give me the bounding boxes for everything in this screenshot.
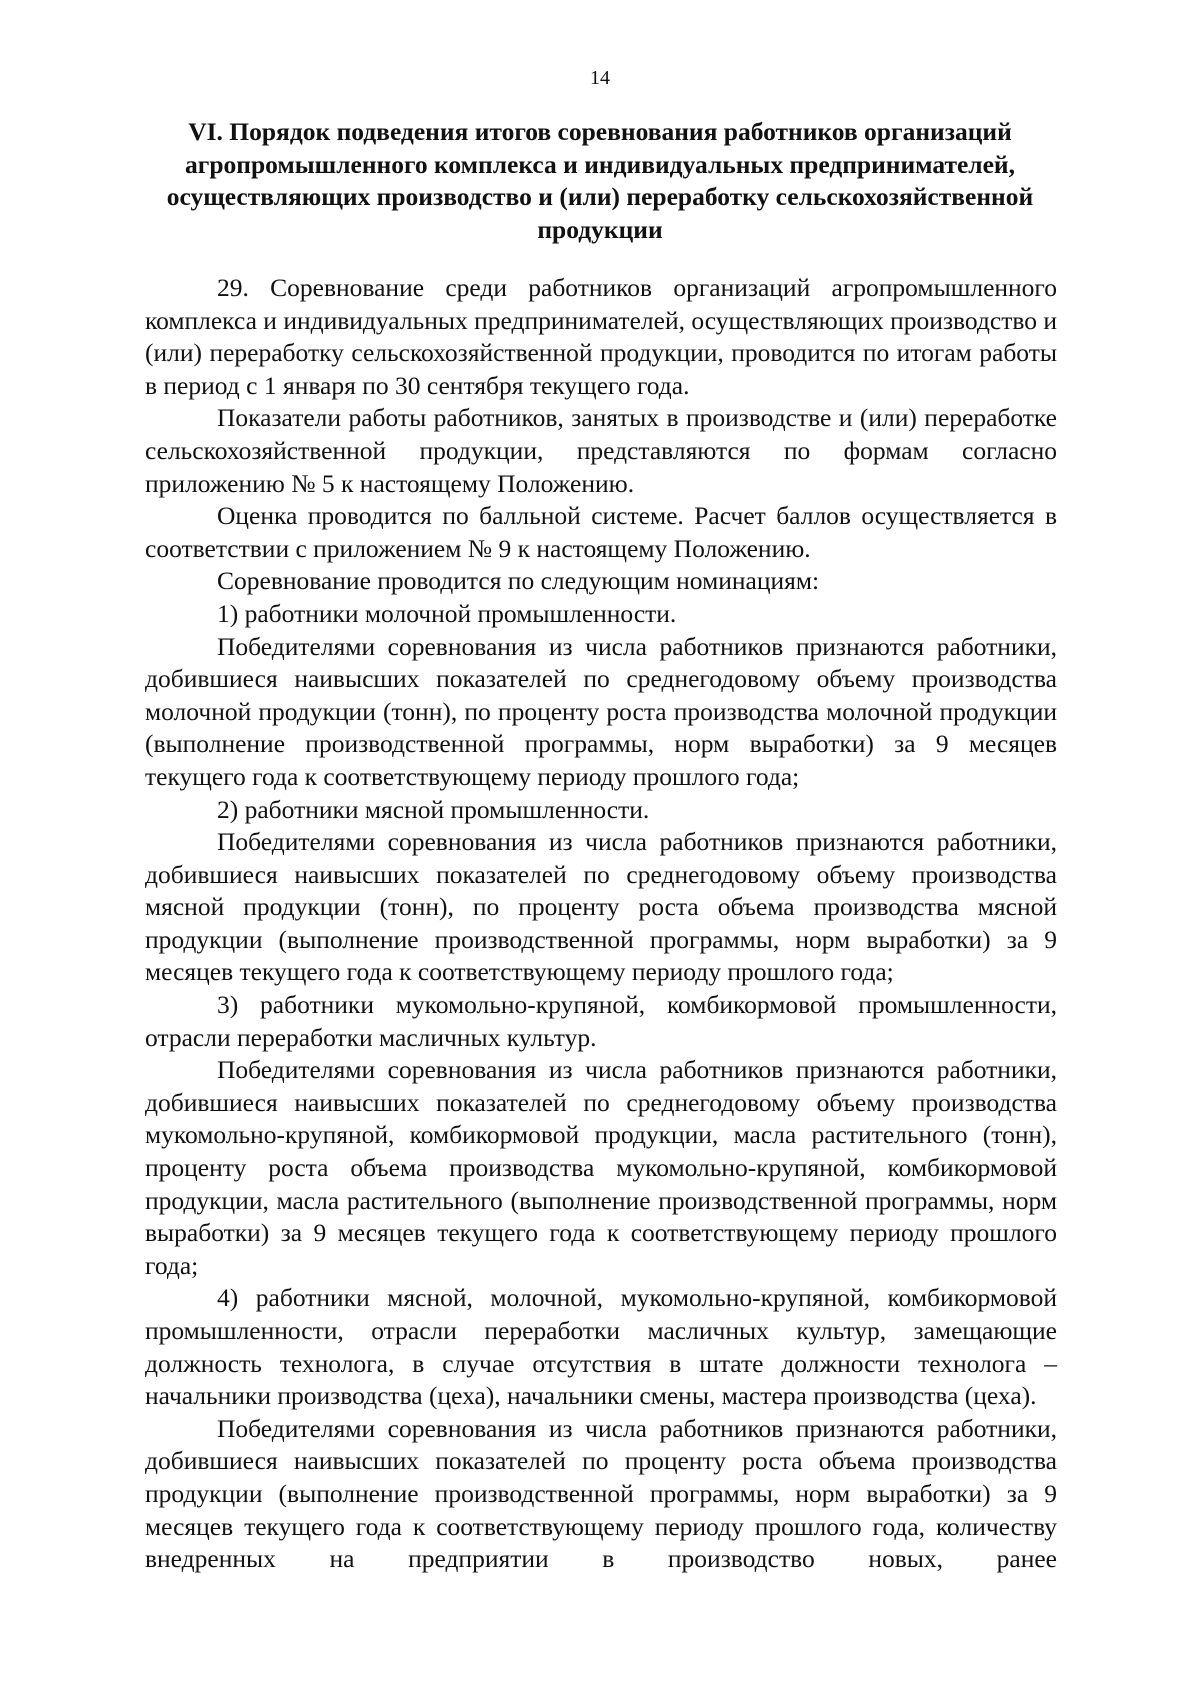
paragraph: 2) работники мясной промышленности. bbox=[217, 794, 650, 824]
paragraph: Победителями соревнования из числа работников признаются работники, добившиеся наивысших показателей по среднегодовому объему производства мукомольно-крупяной, комбикормовой продукции, масла растительного (тонн), проценту роста объема производства мукомольно-крупяной, комбикормовой продукции, масла растительного (выполнение производственной программы, норм выработки) за 9 месяцев текущего года к соответствующему периоду прошлого года; bbox=[145, 1055, 1057, 1280]
paragraph: 3) работники мукомольно-крупяной, комбикормовой промышленности, отрасли переработки масличных культур. bbox=[145, 990, 1057, 1052]
paragraph: Победителями соревнования из числа работников признаются работники, добившиеся наивысших показателей по проценту роста объема производства продукции (выполнение производственной программы, норм выработки) за 9 месяцев текущего года к соответствующему периоду прошлого года, количеству внедренных на предприятии в производство новых, ранее bbox=[145, 1413, 1057, 1574]
page-number: 14 bbox=[590, 67, 610, 89]
paragraph: 29. Соревнование среди работников организаций агропромышленного комплекса и индивидуальных предпринимателей, осуществляющих производство и (или) переработку сельскохозяйственной продукции, проводится по итогам работы в период с 1 января по 30 сентября текущего года. bbox=[145, 273, 1057, 400]
paragraph: Оценка проводится по балльной системе. Расчет баллов осуществляется в соответствии с приложением № 9 к настоящему Положению. bbox=[145, 501, 1057, 563]
body-text bbox=[145, 272, 1057, 1576]
paragraph: 4) работники мясной, молочной, мукомольно-крупяной, комбикормовой промышленности, отрасли переработки масличных культур, замещающие должность технолога, в случае отсутствия в штате должности технолога – начальники производства (цеха), начальники смены, мастера производства (цеха). bbox=[145, 1283, 1057, 1411]
section-title: VI. Порядок подведения итогов соревнования работников организаций агропромышленного комплекса и индивидуальных предпринимателей, осуществляющих производство и (или) переработку сельскохозяйственной продукции bbox=[166, 117, 1034, 244]
paragraph: Соревнование проводится по следующим номинациям: bbox=[217, 566, 820, 596]
paragraph: Победителями соревнования из числа работников признаются работники, добившиеся наивысших показателей по среднегодовому объему производства молочной продукции (тонн), по проценту роста производства молочной продукции (выполнение производственной программы, норм выработки) за 9 месяцев текущего года к соответствующему периоду прошлого года; bbox=[145, 631, 1057, 791]
paragraph: Показатели работы работников, занятых в производстве и (или) переработке сельскохозяйственной продукции, представляются по формам согласно приложению № 5 к настоящему Положению. bbox=[145, 403, 1057, 498]
paragraph: 1) работники молочной промышленности. bbox=[217, 598, 677, 628]
paragraph: Победителями соревнования из числа работников признаются работники, добившиеся наивысших показателей по среднегодовому объему производства мясной продукции (тонн), по проценту роста объема производства мясной продукции (выполнение производственной программы, норм выработки) за 9 месяцев текущего года к соответствующему периоду прошлого года; bbox=[145, 827, 1057, 987]
